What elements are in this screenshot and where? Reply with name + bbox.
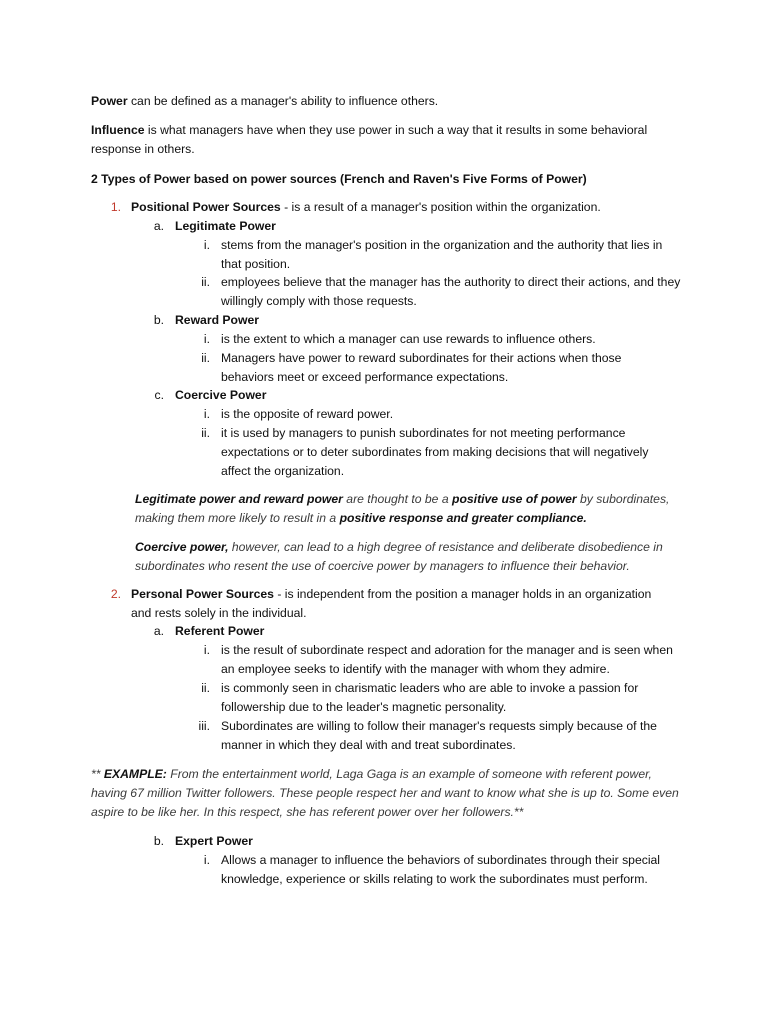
section-1-text: - is a result of a manager's position within the organization. xyxy=(280,200,601,214)
item-number: ii. xyxy=(201,426,210,440)
item-text: is the result of subordinate respect and adoration for the manager and is seen when an employee seeks to identify with the manager with whom they admire. xyxy=(221,643,673,676)
example-note xyxy=(91,765,691,822)
coercive-letter: c. xyxy=(154,388,164,402)
item-number: i. xyxy=(203,643,210,657)
item-number: ii. xyxy=(201,275,210,289)
coercive-title: Coercive Power xyxy=(175,388,267,402)
note2-p1: Coercive power, xyxy=(135,540,229,554)
item-text: it is used by managers to punish subordinates for not meeting performance expectations or to deter subordinates from making decisions that will negatively affect the organization. xyxy=(221,426,649,478)
section-2-number: 2. xyxy=(110,587,121,601)
item-number: i. xyxy=(203,853,210,867)
legitimate-title: Legitimate Power xyxy=(175,219,276,233)
item-number: ii. xyxy=(201,681,210,695)
item-number: iii. xyxy=(198,719,210,733)
note1-p4: by subordinates, making them more likely to result in a xyxy=(135,492,670,525)
note1-p3: positive use of power xyxy=(452,492,577,506)
reward-title: Reward Power xyxy=(175,313,259,327)
item-text: is the extent to which a manager can use rewards to influence others. xyxy=(221,332,596,346)
section-1-title: Positional Power Sources xyxy=(131,200,281,214)
power-term: Power xyxy=(91,94,128,108)
reward-letter: b. xyxy=(153,313,164,327)
section-1-number: 1. xyxy=(110,200,121,214)
influence-text: is what managers have when they use power in such a way that it results in some behavioral response in others. xyxy=(91,123,648,156)
item-text: employees believe that the manager has the authority to direct their actions, and they willingly comply with those requests. xyxy=(221,275,681,308)
section-heading: 2 Types of Power based on power sources (French and Raven's Five Forms of Power) xyxy=(91,172,587,186)
section-2-title: Personal Power Sources xyxy=(131,587,274,601)
item-text: Managers have power to reward subordinates for their actions when those behaviors meet or exceed performance expectations. xyxy=(221,351,622,384)
expert-title: Expert Power xyxy=(175,834,253,848)
influence-term: Influence xyxy=(91,123,145,137)
note1-p2: are thought to be a xyxy=(342,492,453,506)
legitimate-letter: a. xyxy=(153,219,164,233)
item-text: stems from the manager's position in the organization and the authority that lies in that position. xyxy=(221,238,663,271)
item-text: Allows a manager to influence the behaviors of subordinates through their special knowledge, experience or skills relating to work the subordinates must perform. xyxy=(221,853,661,886)
coercive-note xyxy=(135,538,690,576)
referent-title: Referent Power xyxy=(175,624,265,638)
item-text: Subordinates are willing to follow their manager's requests simply because of the manner in which they deal with and treat subordinates. xyxy=(221,719,657,752)
note1-p5: positive response and greater compliance. xyxy=(339,511,587,525)
example-label: EXAMPLE: xyxy=(103,767,167,781)
power-text: can be defined as a manager's ability to influence others. xyxy=(127,94,439,108)
example-text: From the entertainment world, Laga Gaga is an example of someone with referent power, having 67 million Twitter followers. These people respect her and want to know what she is up to. Some even aspire to be like her. In this respect, she has referent power over her followers.** xyxy=(91,767,679,819)
item-number: i. xyxy=(203,407,210,421)
example-prefix: ** xyxy=(91,767,104,781)
item-number: ii. xyxy=(201,351,210,365)
note1-p1: Legitimate power and reward power xyxy=(135,492,343,506)
influence-definition xyxy=(91,121,681,159)
item-number: i. xyxy=(203,238,210,252)
legitimate-reward-note xyxy=(135,490,690,528)
power-definition xyxy=(91,92,691,111)
note2-p2: however, can lead to a high degree of resistance and deliberate disobedience in subordinates who resent the use of coercive power by managers to influence their behavior. xyxy=(135,540,663,573)
referent-letter: a. xyxy=(153,624,164,638)
expert-letter: b. xyxy=(153,834,164,848)
section-2-text: - is independent from the position a manager holds in an organization and rests solely in the individual. xyxy=(131,587,652,620)
item-text: is commonly seen in charismatic leaders who are able to invoke a passion for followership due to the leader's magnetic personality. xyxy=(221,681,639,714)
item-number: i. xyxy=(203,332,210,346)
item-text: is the opposite of reward power. xyxy=(221,407,394,421)
